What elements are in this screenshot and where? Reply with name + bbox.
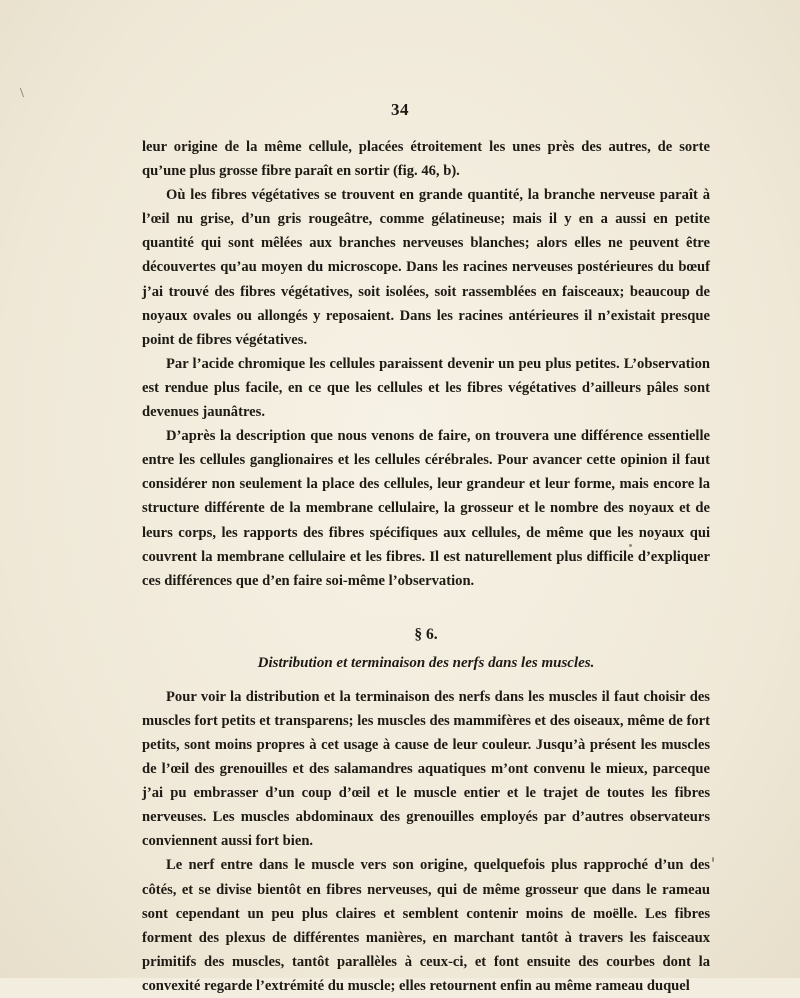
paragraph: D’après la description que nous venons de faire, on trouvera une différence essentielle entre les cellules ganglionaires et les cellules cérébrales. Pour avancer cette opinion il faut considérer non seulement la place des cellules, leur grandeur et leur forme, mais encore la structure différente de la membrane cellulaire, la grosseur et le nombre des noyaux et de leurs corps, les rapports des fibres spécifiques aux cellules, de même que les noyaux qui couvrent la membrane cellulaire et les fibres. Il est naturellement plus difficile d’expliquer ces différences que d’en faire soi-même l’observation. [142,428,710,589]
paper-speck [629,544,632,547]
body-text [142,135,710,998]
paragraph: Par l’acide chromique les cellules paraissent devenir un peu plus petites. L’observation est rendue plus facile, en ce que les cellules et les fibres végétatives d’ailleurs pâles sont devenues jaunâtres. [142,355,710,421]
page-number: 34 [391,100,409,119]
paragraph: Pour voir la distribution et la terminaison des nerfs dans les muscles il faut choisir des muscles fort petits et transparens; les muscles des mammifères et des oiseaux, même de fort petits, sont moins propres à cet usage à cause de leur couleur. Jusqu’à présent les muscles de l’œil des grenouilles et des salamandres aquatiques m’ont convenu le mieux, parceque j’ai pu embrasser d’un coup d’œil et le muscle entier et le trajet de toutes les fibres nerveuses. Les muscles abdominaux des grenouilles employés par d’autres observateurs conviennent aussi fort bien. [142,688,710,850]
paper-speck [712,857,714,862]
paragraph: Le nerf entre dans le muscle vers son origine, quelquefois plus rapproché d’un des côtés, et se divise bientôt en fibres nerveuses, qui de même grosseur que dans le rameau sont cependant un peu plus claires et semblent contenir moins de moëlle. Les fibres forment des plexus de différentes manières, en marchant tantôt à travers les faisceaux primitifs des muscles, tantôt parallèles à ceux-ci, et font ensuite des courbes dont la convexité regarde l’extrémité du muscle; elles retournent enfin au même rameau duquel [142,857,710,994]
paragraph: Où les fibres végétatives se trouvent en grande quantité, la branche nerveuse paraît à l’œil nu grise, d’un gris rougeâtre, comme gélatineuse; mais il y en a aussi en petite quantité qui sont mêlées aux branches nerveuses blanches; alors elles ne peuvent être découvertes qu’au moyen du microscope. Dans les racines nerveuses postérieures du bœuf j’ai trouvé des fibres végétatives, soit isolées, soit rassemblées en faisceaux; beaucoup de noyaux ovales ou allongés y reposaient. Dans les racines antérieures il n’existait presque point de fibres végétatives. [142,187,710,348]
margin-mark: \ [20,86,24,101]
section-number: § 6. [414,625,438,643]
paragraph: leur origine de la même cellule, placées étroitement les unes près des autres, de sorte qu’une plus grosse fibre paraît en sortir (fig. 46, b). [142,139,710,180]
section-title: Distribution et terminaison des nerfs dans les muscles. [257,654,595,671]
